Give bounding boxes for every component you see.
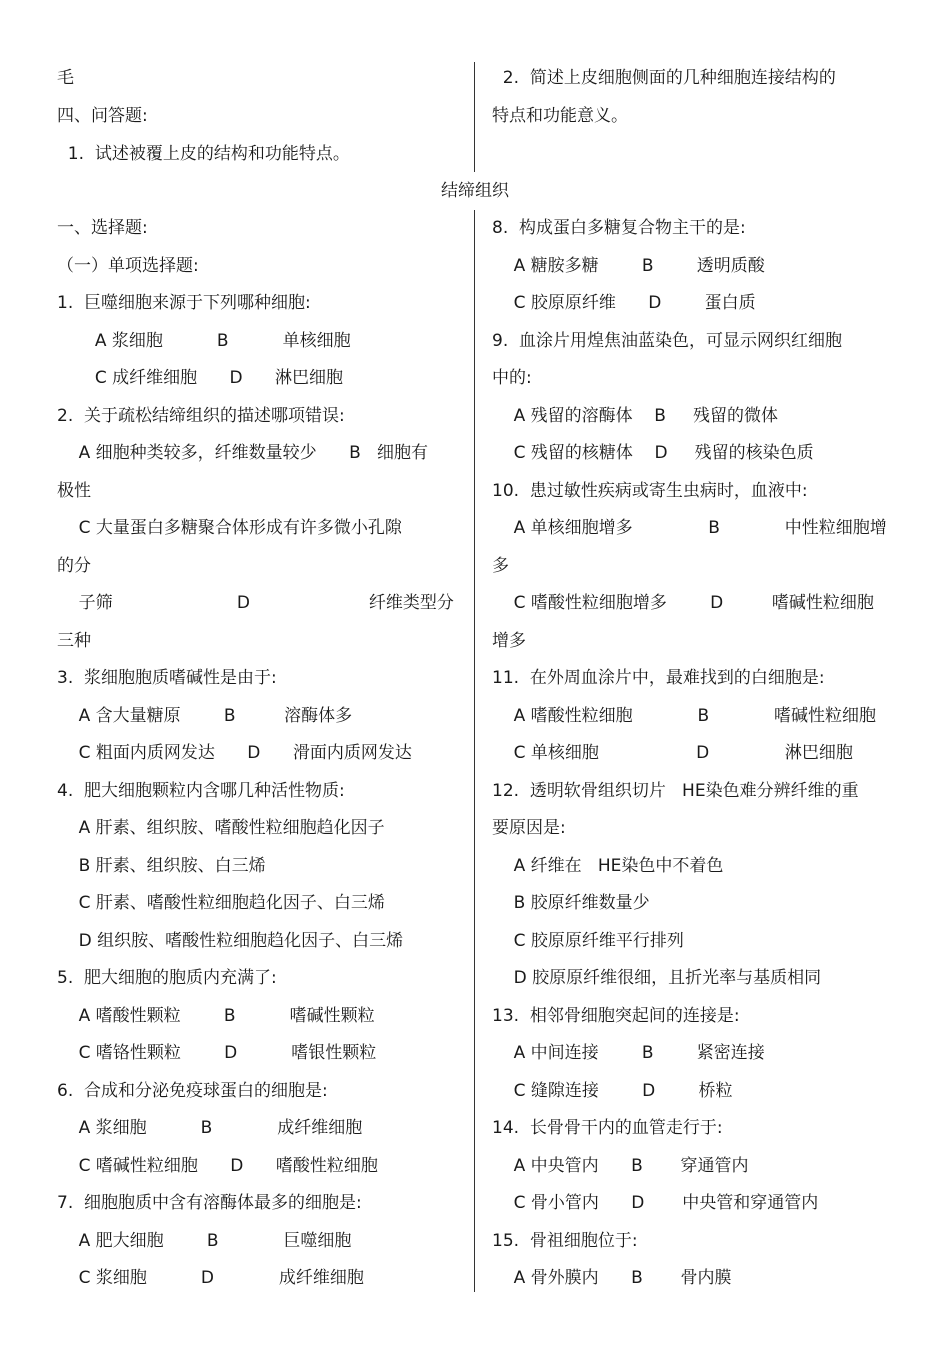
text-line: 子筛 D 纤维类型分 bbox=[57, 593, 454, 613]
column-divider-top bbox=[474, 62, 475, 172]
text-line: A 嗜酸性颗粒 B 嗜碱性颗粒 bbox=[57, 1005, 375, 1026]
text-line: 毛 bbox=[57, 68, 74, 88]
text-line: （一）单项选择题: bbox=[57, 255, 199, 276]
text-line: B 胶原纤维数量少 bbox=[492, 893, 650, 913]
text-line: 12. 透明软骨组织切片 HE染色难分辨纤维的重 bbox=[492, 780, 859, 801]
text-line: 6. 合成和分泌免疫球蛋白的细胞是: bbox=[57, 1080, 328, 1101]
text-line: 特点和功能意义。 bbox=[492, 106, 628, 126]
text-line: 14. 长骨骨干内的血管走行于: bbox=[492, 1118, 723, 1138]
text-line: D 胶原原纤维很细，且折光率与基质相同 bbox=[492, 968, 822, 988]
text-line: C 嗜铬性颗粒 D 嗜银性颗粒 bbox=[57, 1043, 377, 1063]
text-line: C 单核细胞 D 淋巴细胞 bbox=[492, 743, 853, 763]
text-line: 8. 构成蛋白多糖复合物主干的是: bbox=[492, 218, 746, 238]
text-line: C 残留的核糖体 D 残留的核染色质 bbox=[492, 443, 814, 463]
text-line: A 肝素、组织胺、嗜酸性粒细胞趋化因子 bbox=[57, 818, 385, 838]
text-line: A 纤维在 HE染色中不着色 bbox=[492, 855, 724, 876]
text-line: 的分 bbox=[57, 555, 91, 576]
text-line: C 胶原原纤维平行排列 bbox=[492, 930, 684, 951]
text-line: A 嗜酸性粒细胞 B 嗜碱性粒细胞 bbox=[492, 705, 877, 726]
text-line: 2. 简述上皮细胞侧面的几种细胞连接结构的 bbox=[492, 68, 836, 88]
text-line: 一、选择题: bbox=[57, 218, 148, 238]
text-line: 极性 bbox=[57, 480, 91, 501]
text-line: D 组织胺、嗜酸性粒细胞趋化因子、白三烯 bbox=[57, 930, 404, 951]
text-line: 多 bbox=[492, 555, 509, 576]
text-line: 2. 关于疏松结缔组织的描述哪项错误: bbox=[57, 405, 345, 426]
text-line: A 浆细胞 B 单核细胞 bbox=[57, 330, 351, 351]
text-line: 3. 浆细胞胞质嗜碱性是由于: bbox=[57, 668, 277, 688]
text-line: A 糖胺多糖 B 透明质酸 bbox=[492, 255, 765, 276]
text-line: C 浆细胞 D 成纤维细胞 bbox=[57, 1268, 364, 1288]
text-line: 10. 患过敏性疾病或寄生虫病时，血液中: bbox=[492, 480, 808, 501]
text-line: C 嗜酸性粒细胞增多 D 嗜碱性粒细胞 bbox=[492, 593, 874, 613]
text-line: A 含大量糖原 B 溶酶体多 bbox=[57, 705, 353, 726]
text-line: C 肝素、嗜酸性粒细胞趋化因子、白三烯 bbox=[57, 893, 385, 913]
section-title: 结缔组织 bbox=[441, 181, 509, 201]
text-line: A 肥大细胞 B 巨噬细胞 bbox=[57, 1230, 352, 1251]
text-line: 中的: bbox=[492, 368, 532, 388]
text-line: C 大量蛋白多糖聚合体形成有许多微小孔隙 bbox=[57, 518, 402, 538]
text-line: 11. 在外周血涂片中，最难找到的白细胞是: bbox=[492, 668, 825, 688]
text-line: 7. 细胞胞质中含有溶酶体最多的细胞是: bbox=[57, 1193, 362, 1213]
text-line: 三种 bbox=[57, 630, 91, 651]
text-line: 1. 巨噬细胞来源于下列哪种细胞: bbox=[57, 293, 311, 313]
text-line: B 肝素、组织胺、白三烯 bbox=[57, 855, 266, 876]
text-line: 1. 试述被覆上皮的结构和功能特点。 bbox=[57, 144, 350, 164]
text-line: A 单核细胞增多 B 中性粒细胞增 bbox=[492, 518, 887, 538]
text-line: A 中间连接 B 紧密连接 bbox=[492, 1043, 765, 1063]
text-line: C 骨小管内 D 中央管和穿通管内 bbox=[492, 1193, 819, 1213]
text-line: 4. 肥大细胞颗粒内含哪几种活性物质: bbox=[57, 780, 345, 801]
text-line: 15. 骨祖细胞位于: bbox=[492, 1230, 638, 1251]
text-line: 9. 血涂片用煌焦油蓝染色，可显示网织红细胞 bbox=[492, 330, 843, 351]
text-line: C 粗面内质网发达 D 滑面内质网发达 bbox=[57, 743, 412, 763]
text-line: C 缝隙连接 D 桥粒 bbox=[492, 1080, 733, 1101]
text-line: 四、问答题: bbox=[57, 106, 148, 126]
text-line: 增多 bbox=[492, 630, 526, 651]
text-line: A 骨外膜内 B 骨内膜 bbox=[492, 1268, 732, 1288]
text-line: 5. 肥大细胞的胞质内充满了: bbox=[57, 968, 277, 988]
text-line: C 成纤维细胞 D 淋巴细胞 bbox=[57, 368, 344, 388]
text-line: A 中央管内 B 穿通管内 bbox=[492, 1155, 749, 1176]
text-line: 13. 相邻骨细胞突起间的连接是: bbox=[492, 1005, 740, 1026]
text-line: A 细胞种类较多，纤维数量较少 B 细胞有 bbox=[57, 443, 428, 463]
text-line: A 残留的溶酶体 B 残留的微体 bbox=[492, 405, 778, 426]
text-line: A 浆细胞 B 成纤维细胞 bbox=[57, 1118, 363, 1138]
text-line: C 胶原原纤维 D 蛋白质 bbox=[492, 293, 756, 313]
text-line: C 嗜碱性粒细胞 D 嗜酸性粒细胞 bbox=[57, 1155, 378, 1176]
text-line: 要原因是: bbox=[492, 818, 566, 838]
column-divider-main bbox=[474, 210, 475, 1292]
